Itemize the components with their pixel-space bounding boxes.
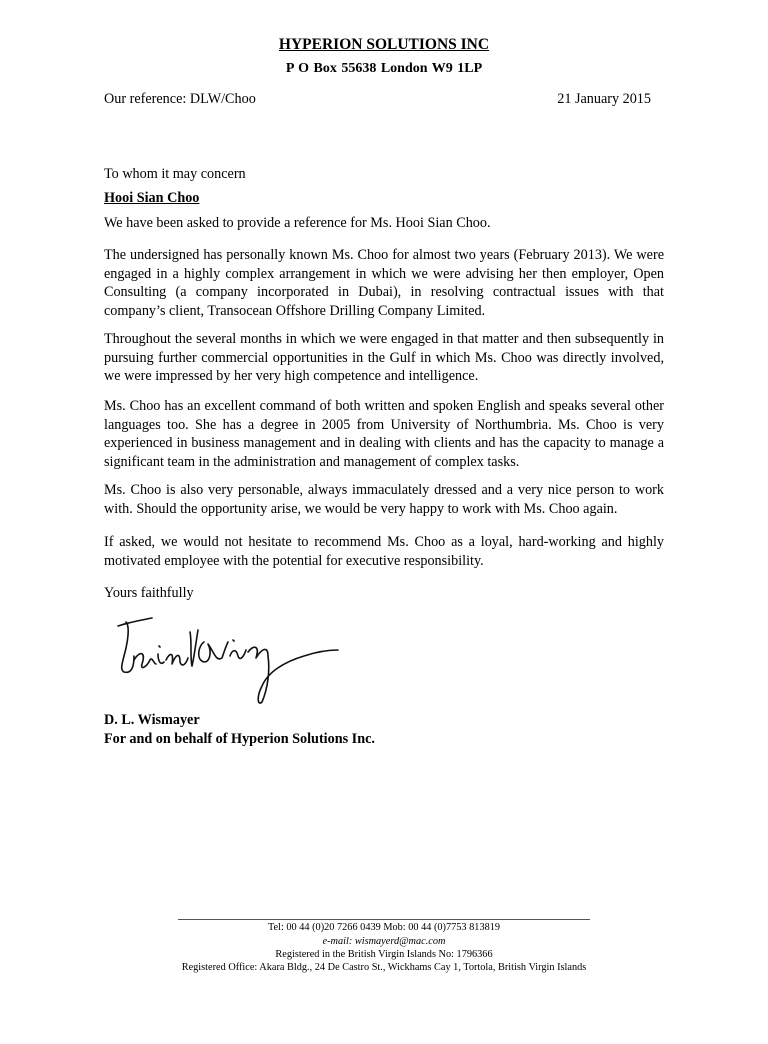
paragraph-3: Throughout the several months in which we were engaged in that matter and then subsequently in pursuing further commercial opportunities in the Gulf in which Ms. Choo was directly involved, we were impressed by her very high competence and intelligence. — [104, 331, 664, 385]
paragraph-2: The undersigned has personally known Ms. Choo for almost two years (February 2013). We were engaged in a highly complex arrangement in which we were advising her then employer, Open Consulting (a company incorporated in Dubai), in resolving contractual issues with that company’s client, Transocean Offshore Drilling Company Limited. — [104, 247, 664, 319]
company-name: HYPERION SOLUTIONS INC — [278, 36, 490, 53]
company-address: P O Box 55638 London W9 1LP — [285, 61, 483, 76]
footer-registration: Registered in the British Virgin Islands No: 1796366 — [275, 949, 493, 960]
salutation: To whom it may concern — [104, 166, 246, 182]
signer-name: D. L. Wismayer — [104, 712, 200, 728]
signer-title: For and on behalf of Hyperion Solutions Inc. — [104, 731, 375, 747]
our-reference: Our reference: DLW/Choo — [104, 91, 256, 107]
letter-date: 21 January 2015 — [557, 91, 651, 107]
paragraph-1: We have been asked to provide a reference for Ms. Hooi Sian Choo. — [104, 215, 491, 231]
footer-divider — [178, 919, 590, 920]
handwritten-signature — [112, 612, 342, 710]
paragraph-6: If asked, we would not hesitate to recommend Ms. Choo as a loyal, hard-working and highly motivated employee with the potential for executive responsibility. — [104, 534, 664, 569]
paragraph-4: Ms. Choo has an excellent command of both written and spoken English and speaks several other languages too. She has a degree in 2005 from University of Northumbria. Ms. Choo is very experienced in business management and in dealing with clients and has the capacity to manage a significant team in the administration and management of complex tasks. — [104, 398, 664, 470]
footer-email: e-mail: wismayerd@mac.com — [322, 936, 446, 947]
paragraph-5: Ms. Choo is also very personable, always immaculately dressed and a very nice person to work with. Should the opportunity arise, we would be very happy to work with Ms. Choo again. — [104, 482, 664, 517]
subject-line: Hooi Sian Choo — [104, 190, 200, 206]
footer-registered-office: Registered Office: Akara Bldg., 24 De Castro St., Wickhams Cay 1, Tortola, British Virgin Islands — [181, 962, 587, 973]
footer-phone: Tel: 00 44 (0)20 7266 0439 Mob: 00 44 (0)7753 813819 — [267, 922, 501, 933]
closing: Yours faithfully — [104, 585, 194, 601]
